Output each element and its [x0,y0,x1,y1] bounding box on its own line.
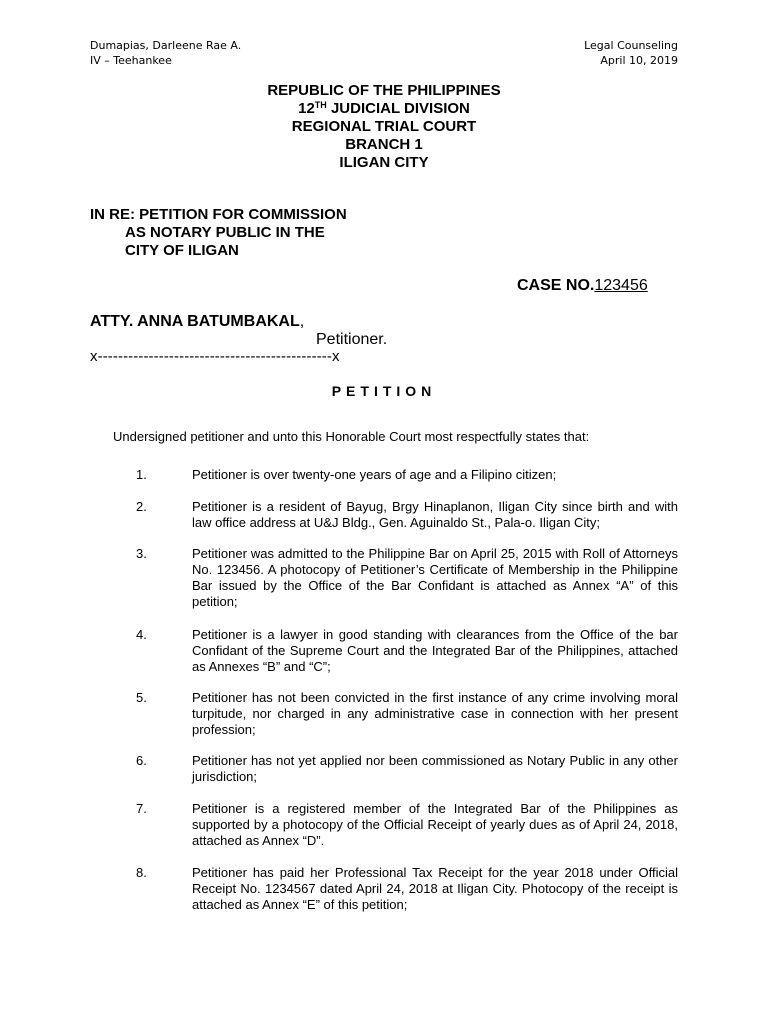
court-line-city: ILIGAN CITY [339,154,429,171]
item-number: 6. [136,753,147,768]
petitioner-comma: , [299,313,305,330]
item-text: Petitioner is a lawyer in good standing with clearances from the Office of the bar Confidant of the Supreme Court and the Integrated Bar of the Philippines, attached as Annexes “B” and “C”; [192,627,678,674]
petitioner-name: ATTY. ANNA BATUMBAKAL [90,313,300,330]
in-re-line-1: IN RE: PETITION FOR COMMISSION [90,206,347,223]
in-re-line-3: CITY OF ILIGAN [125,242,239,259]
item-text: Petitioner is over twenty-one years of age and a Filipino citizen; [192,467,557,482]
in-re-line-2: AS NOTARY PUBLIC IN THE [125,224,325,241]
item-text: Petitioner is a registered member of the Integrated Bar of the Philippines as supported by a photocopy of the Official Receipt of yearly dues as of April 24, 2018, attached as Annex “D”. [192,801,678,848]
item-text: Petitioner has paid her Professional Tax Receipt for the year 2018 under Official Receipt No. 1234567 dated April 24, 2018 at Iligan City. Photocopy of the receipt is attached as Annex “E” of this petition; [192,865,678,912]
petitioner-line [90,313,304,331]
list-item [136,546,678,610]
list-item [136,467,678,483]
case-number [517,277,648,295]
course-subject: Legal Counseling [584,39,678,52]
item-text: Petitioner has not been convicted in the first instance of any crime involving moral turpitude, nor charged in any administrative case in connection with her present profession; [192,690,678,737]
intro-paragraph: Undersigned petitioner and unto this Honorable Court most respectfully states that: [113,429,590,444]
header-left [90,38,241,68]
item-number: 5. [136,690,147,705]
court-caption [0,82,768,172]
item-text: Petitioner was admitted to the Philippine Bar on April 25, 2015 with Roll of Attorneys No. 123456. A photocopy of Petitioner’s Certificate of Membership in the Philippine Bar issued by the Office of the Bar Confidant is attached as Annex “A” of this petition; [192,546,678,609]
author-section: IV – Teehankee [90,54,172,67]
document-title: PETITION [331,383,437,399]
item-number: 1. [136,467,147,482]
document-date: April 10, 2019 [600,54,678,67]
court-line-rtc: REGIONAL TRIAL COURT [291,118,477,135]
division-number: 12 [298,100,315,117]
item-number: 8. [136,865,147,880]
list-item [136,753,678,785]
item-number: 4. [136,627,147,642]
author-name: Dumapias, Darleene Rae A. [90,39,242,52]
item-number: 7. [136,801,147,816]
caption-separator: x----------------------------------------------x [90,348,340,365]
list-item [136,499,678,531]
division-ordinal-suffix: TH [314,100,327,110]
item-number: 3. [136,546,147,561]
list-item [136,801,678,849]
case-number-label: CASE NO. [517,277,595,294]
item-text: Petitioner has not yet applied nor been commissioned as Notary Public in any other jurisdiction; [192,753,678,784]
header-right [584,38,678,68]
in-re-caption [90,206,347,260]
petitioner-role: Petitioner. [316,331,388,348]
court-line-republic: REPUBLIC OF THE PHILIPPINES [267,82,501,99]
case-number-value: 123456 [594,277,648,294]
division-label: JUDICIAL DIVISION [326,100,470,117]
court-line-branch: BRANCH 1 [345,136,423,153]
list-item [136,865,678,913]
item-number: 2. [136,499,147,514]
court-line-division [0,100,768,118]
item-text: Petitioner is a resident of Bayug, Brgy Hinaplanon, Iligan City since birth and with law office address at U&J Bldg., Gen. Aguinaldo St., Pala-o. Iligan City; [192,499,678,530]
list-item [136,690,678,738]
list-item [136,627,678,675]
